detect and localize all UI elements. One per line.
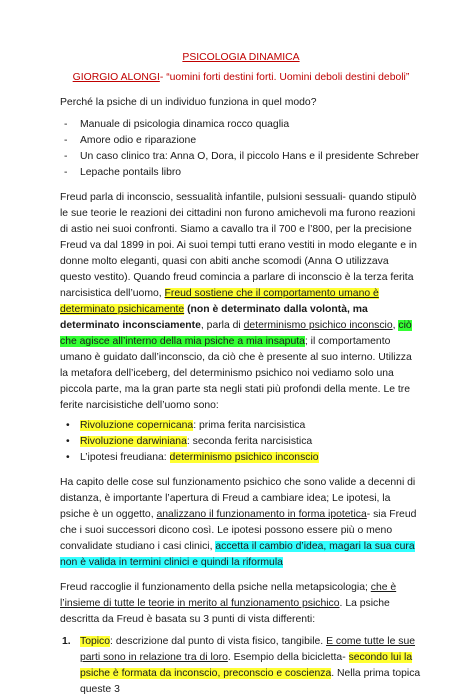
bold-text: (non è determinato dalla volontà, ma determinato inconsciamente <box>60 304 368 331</box>
author-name: GIORGIO ALONGI <box>72 72 160 83</box>
list-item: - Lepache pontails libro <box>60 165 422 181</box>
text-run: - sia Freud che i suoi successori dicono così. Le ipotesi possono essere più o meno convalidate studiano i casi clinici, <box>60 509 417 552</box>
text-run: . Nella prima topica queste 3 <box>80 668 421 695</box>
paragraph-hypotheses <box>60 475 422 571</box>
underline-text: analizzano il funzionamento in forma ipotetica <box>156 509 367 520</box>
text-run: ; il comportamento umano è guidato dall’inconscio, da ciò che è presente al suo interno. Utilizza la metafora dell’iceberg, del determinismo psichico noi vediamo solo una piccola parte, ma la gran parte sta negli stati più profondi della mente. Le tre ferite narcisistiche dell’uomo sono: <box>60 336 412 411</box>
paragraph-metapsicologia <box>60 580 422 628</box>
text-run: Freud parla di inconscio, sessualità infantile, pulsioni sessuali- quando stipulò le sue teorie le reazioni dei cittadini non furono amichevoli ma furono reazioni di astio nei suoi confronti. Siamo a cavallo tra il 700 e l’800, per la precisione Freud va dal 1899 in poi. Ai suoi tempi tutti erano vestiti in modo elegante e in donne molto eleganti, quasi con abiti anche scomodi (Anna O utilizzava questo vestito). Quando freud comincia a parlare di inconscio è la terza ferita narcisistica dell’uomo, <box>60 192 417 299</box>
intro-question: Perché la psiche di un individuo funziona in quel modo? <box>60 97 317 108</box>
wounds-list <box>60 418 422 466</box>
list-item <box>60 634 422 698</box>
list-item: - Manuale di psicologia dinamica rocco quaglia <box>60 117 422 133</box>
text-run: , <box>392 320 399 331</box>
text-run: . La psiche descritta da Freud è basata su 3 punti di vista differenti: <box>60 598 390 625</box>
points-list <box>60 634 422 698</box>
text-run: Ha capito delle cose sul funzionamento psichico che sono valide a decenni di distanza, è importante l’apertura di Freud a cambiare idea; Le ipotesi, la psiche è un oggetto, <box>60 477 416 520</box>
text-run: : seconda ferita narcisistica <box>186 436 313 447</box>
text-run: Freud raccoglie il funzionamento della psiche nella metapsicologia; <box>60 582 371 593</box>
highlight-label: Topico <box>80 636 111 647</box>
highlight-freud-sostiene: Freud sostiene che il comportamento umano è determinato psichicamente <box>60 288 379 315</box>
text-run: . Esempio della bicicletta- <box>227 652 349 663</box>
highlight-label: determinismo psichico inconscio <box>169 452 319 463</box>
list-item <box>60 434 422 450</box>
highlight-topica: secondo lui la psiche è formata da inconscio, preconscio e coscienza <box>80 652 413 679</box>
underline-text: E come tutte le sue parti sono in relazione tra di loro <box>80 636 416 663</box>
highlight-psiche-insaputa: ciò che agisce all’interno della mia psiche a mia insaputa <box>60 320 412 347</box>
list-item <box>60 450 422 466</box>
highlight-label: Rivoluzione copernicana <box>80 420 194 431</box>
document-subtitle <box>60 70 422 86</box>
list-number: 1. <box>62 636 71 647</box>
text-run: , parla di <box>200 320 244 331</box>
list-item <box>60 418 422 434</box>
text-run: L’ipotesi freudiana: <box>80 452 170 463</box>
list-item: - Amore odio e riparazione <box>60 133 422 149</box>
text-run: : descrizione dal punto di vista fisico, tangibile. <box>110 636 327 647</box>
highlight-cambio-idea: accetta il cambio d’idea, magari la sua cura non è valida in termini clinici e quindi la riformula <box>60 541 415 568</box>
underline-text: che è l’insieme di tutte le teorie in merito al funzionamento psichico <box>60 582 397 609</box>
highlight-label: Rivoluzione darwiniana <box>80 436 187 447</box>
paragraph-freud-intro <box>60 190 422 414</box>
text-run: : prima ferita narcisistica <box>193 420 306 431</box>
document-title: PSICOLOGIA DINAMICA <box>182 52 300 63</box>
underline-determinismo: determinismo psichico inconscio <box>243 320 393 331</box>
document-body <box>60 50 422 698</box>
author-quote: - “uomini forti destini forti. Uomini deboli destini deboli” <box>159 72 410 83</box>
sources-list <box>60 117 422 181</box>
list-item: - Un caso clinico tra: Anna O, Dora, il piccolo Hans e il presidente Schreber <box>60 149 422 165</box>
